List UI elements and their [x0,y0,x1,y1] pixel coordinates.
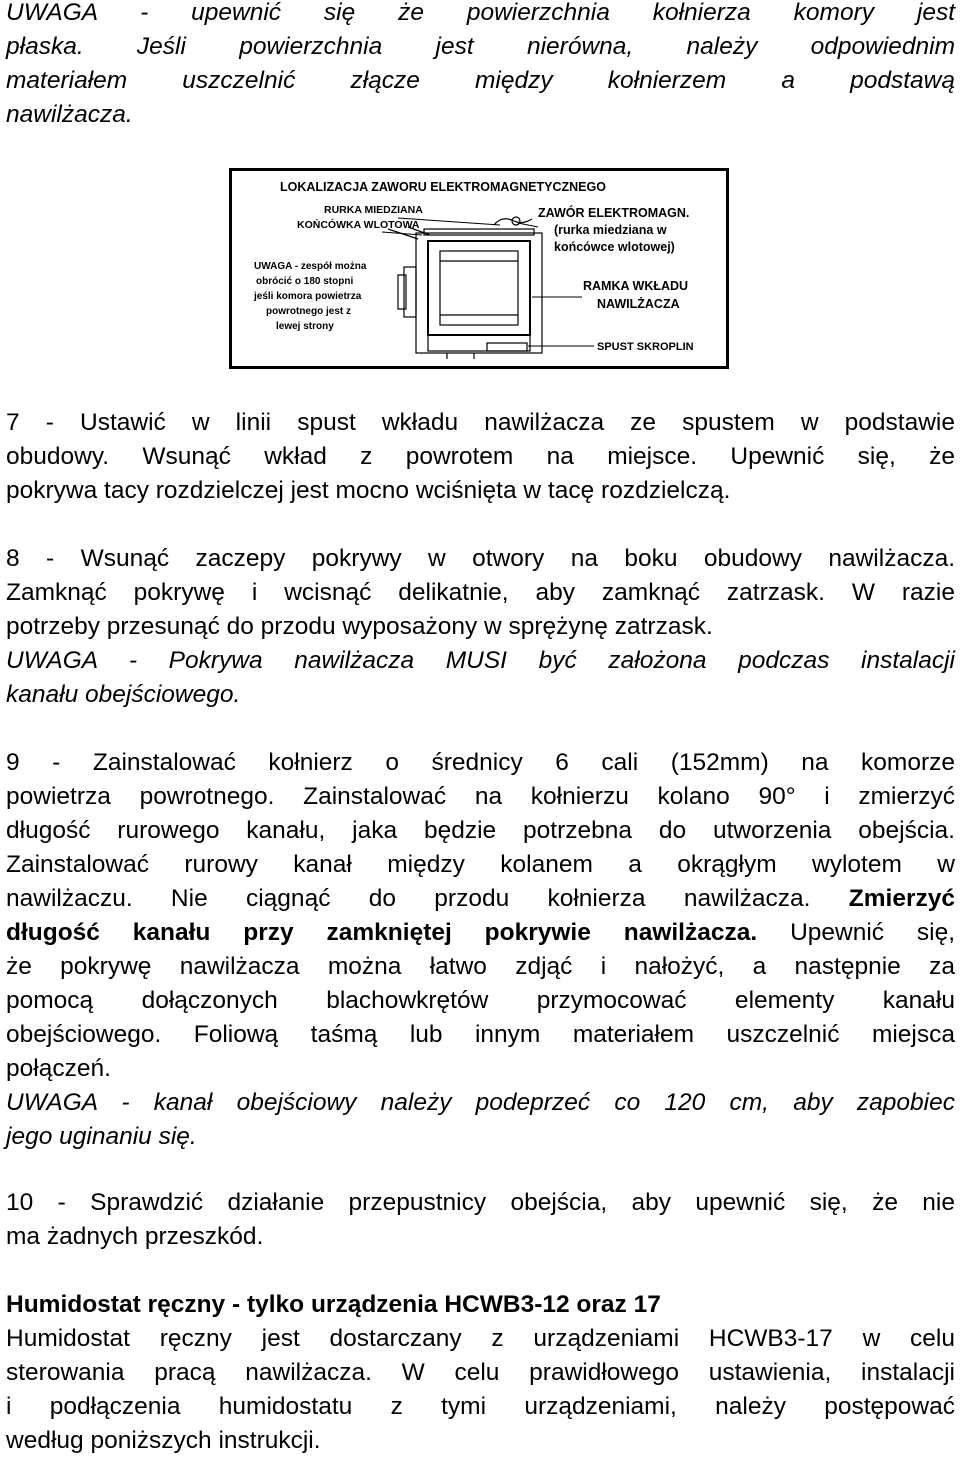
text-line: Zamknąć pokrywę i wcisnąć delikatnie, aby zamknąć zatrzask. W razie [6,579,955,606]
warning-line: kanału obejściowego. [6,681,241,708]
label-note-4: powrotnego jest z [266,306,351,317]
label-note-5: lewej strony [276,321,334,332]
text-line: powietrza powrotnego. Zainstalować na kołnierzu kolano 90° i zmierzyć [6,783,955,810]
text-line: 10 - Sprawdzić działanie przepustnicy obejścia, aby upewnić się, że nie [6,1189,955,1216]
warning-flange [6,0,955,132]
bold-segment: długość kanału przy zamkniętej pokrywie nawilżacza. [6,919,758,946]
text-line: 7 - Ustawić w linii spust wkładu nawilżacza ze spustem w podstawie [6,409,955,436]
label-note-1: UWAGA - zespół można [254,261,367,272]
solenoid-valve-diagram [229,168,729,369]
text-line: UWAGA - upewnić się że powierzchnia kołnierza komory jest [6,0,955,26]
label-valve-3: końcówce wlotowej) [554,240,675,254]
text-line: sterowania pracą nawilżacza. W celu prawidłowego ustawienia, instalacji [6,1359,955,1386]
label-frame-2: NAWILŻACZA [597,297,680,311]
humidifier-outline [388,217,542,359]
text-line: Zainstalować rurowy kanał między kolanem a okrągłym wylotem w [6,851,955,878]
label-valve-1: ZAWÓR ELEKTROMAGN. [538,206,690,220]
text-line: płaska. Jeśli powierzchnia jest nierówna, należy odpowiednim [6,33,955,60]
text-line-mixed [6,882,955,916]
label-drain: SPUST SKROPLIN [597,341,694,353]
text-line: obudowy. Wsunąć wkład z powrotem na miejsce. Upewnić się, że [6,443,955,470]
text-segment: Upewnić się, [790,919,956,946]
section-heading: Humidostat ręczny - tylko urządzenia HCWB3-12 oraz 17 [6,1291,661,1318]
step-8 [6,542,955,712]
text-line: obejściowego. Foliową taśmą lub innym materiałem uszczelnić miejsca [6,1021,955,1048]
label-inlet-fitting: KOŃCÓWKA WLOTOWA [297,219,420,231]
text-line: nawilżacza. [6,101,133,128]
humidostat-section [6,1288,955,1458]
text-line: Humidostat ręczny jest dostarczany z urządzeniami HCWB3-17 w celu [6,1325,955,1352]
text-line: pokrywa tacy rozdzielczej jest mocno wciśnięta w tacę rozdzielczą. [6,477,731,504]
warning-line: UWAGA - kanał obejściowy należy podeprzeć co 120 cm, aby zapobiec [6,1089,955,1116]
label-valve-2: (rurka miedziana w [554,223,667,237]
text-line: według poniższych instrukcji. [6,1427,321,1454]
text-line: materiałem uszczelnić złącze między kołnierzem a podstawą [6,67,955,94]
step-10 [6,1186,955,1254]
text-line: pomocą dołączonych blachowkrętów przymocować elementy kanału [6,987,955,1014]
label-frame-1: RAMKA WKŁADU [583,279,689,293]
text-line: połączeń. [6,1055,111,1082]
label-note-2: obrócić o 180 stopni [256,276,354,287]
text-line: 8 - Wsunąć zaczepy pokrywy w otwory na boku obudowy nawilżacza. [6,545,955,572]
text-line: ma żadnych przeszkód. [6,1223,264,1250]
text-segment: nawilżaczu. Nie ciągnąć do przodu kołnierza nawilżacza. [6,885,811,912]
warning-line: UWAGA - Pokrywa nawilżacza MUSI być założona podczas instalacji [6,647,955,674]
diagram-drawing [232,171,726,366]
text-line: długość rurowego kanału, jaka będzie potrzebna do utworzenia obejścia. [6,817,955,844]
text-line: 9 - Zainstalować kołnierz o średnicy 6 cali (152mm) na komorze [6,749,955,776]
text-line-mixed [6,916,955,950]
text-line: potrzeby przesunąć do przodu wyposażony w sprężynę zatrzask. [6,613,713,640]
label-note-3: jeśli komora powietrza [254,291,362,302]
label-copper-tube: RURKA MIEDZIANA [324,204,423,216]
text-line: że pokrywę nawilżacza można łatwo zdjąć i nałożyć, a następnie za [6,953,955,980]
step-9 [6,746,955,1154]
warning-line: jego uginaniu się. [6,1123,197,1150]
text-line: i podłączenia humidostatu z tymi urządzeniami, należy postępować [6,1393,955,1420]
bold-segment: Zmierzyć [848,885,955,912]
figure-title: LOKALIZACJA ZAWORU ELEKTROMAGNETYCZNEGO [280,180,606,194]
step-7 [6,406,955,508]
